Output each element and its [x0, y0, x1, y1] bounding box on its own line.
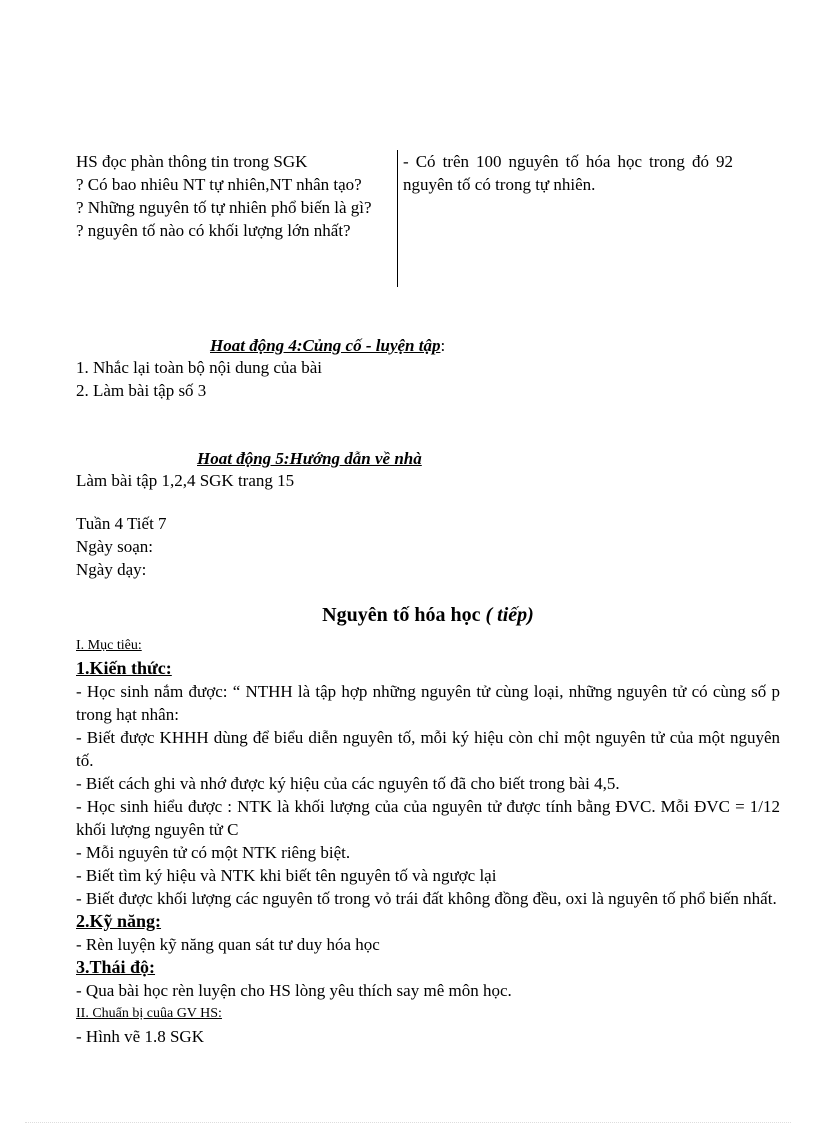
activity-4-title: Hoat động 4:Củng cố - luyện tập — [210, 336, 441, 355]
knowledge-item: - Biết được KHHH dùng để biểu diễn nguyên tố, mỗi ký hiệu còn chỉ một nguyên tử của một nguyên tố. — [76, 728, 780, 770]
week-period: Tuần 4 Tiết 7 — [76, 514, 167, 533]
knowledge-item: - Biết được khối lượng các nguyên tố trong vỏ trái đất không đồng đều, oxi là nguyên tố phổ biến nhất. — [76, 889, 777, 908]
table-right-line: - Có trên 100 nguyên tố hóa học trong đó 92 nguyên tố có trong tự nhiên. — [403, 152, 733, 194]
list-item: 1. Nhắc lại toàn bộ nội dung của bài — [76, 358, 322, 377]
activity-5-text: Làm bài tập 1,2,4 SGK trang 15 — [76, 471, 295, 490]
taught-date-label: Ngày dạy: — [76, 560, 147, 579]
skills-item: - Rèn luyện kỹ năng quan sát tư duy hóa học — [76, 935, 380, 954]
knowledge-item: - Học sinh nắm được: “ NTHH là tập hợp những nguyên tử cùng loại, những nguyên tử có cùng số p trong hạt nhân: — [76, 682, 780, 724]
table-left-column — [76, 150, 389, 242]
attitude-heading: 3.Thái độ: — [76, 957, 156, 977]
skills-heading: 2.Kỹ năng: — [76, 911, 162, 931]
activity-4-colon: : — [440, 336, 446, 355]
preparation-heading: II. Chuẩn bị cuûa GV HS: — [76, 1006, 222, 1021]
table-right-column — [403, 150, 733, 196]
table-left-line: ? nguyên tố nào có khối lượng lớn nhất? — [76, 221, 351, 240]
table-left-line: ? Có bao nhiêu NT tự nhiên,NT nhân tạo? — [76, 175, 362, 194]
knowledge-item: - Mỗi nguyên tử có một NTK riêng biệt. — [76, 843, 351, 862]
lesson-title-suffix: ( tiếp) — [485, 604, 534, 626]
lesson-title — [76, 604, 780, 627]
activity-4-list — [76, 356, 322, 402]
lesson-meta — [76, 512, 167, 581]
activity-4-heading — [210, 334, 445, 357]
table-left-line: ? Những nguyên tố tự nhiên phổ biến là gì? — [76, 198, 372, 217]
prepared-date-label: Ngày soạn: — [76, 537, 153, 556]
objectives-heading: I. Mục tiêu: — [76, 638, 142, 653]
list-item: 2. Làm bài tập số 3 — [76, 381, 207, 400]
knowledge-item: - Biết cách ghi và nhớ được ký hiệu của các nguyên tố đã cho biết trong bài 4,5. — [76, 774, 620, 793]
knowledge-heading: 1.Kiến thức: — [76, 658, 172, 678]
objectives-section — [76, 634, 780, 1048]
knowledge-item: - Biết tìm ký hiệu và NTK khi biết tên nguyên tố và ngược lại — [76, 866, 497, 885]
table-left-line: HS đọc phàn thông tin trong SGK — [76, 152, 308, 171]
activity-5-heading — [197, 447, 422, 470]
lesson-title-text: Nguyên tố hóa học — [322, 604, 481, 626]
activity-5-title: Hoat động 5:Hướng dẫn về nhà — [197, 449, 422, 468]
attitude-item: - Qua bài học rèn luyện cho HS lòng yêu thích say mê môn học. — [76, 981, 512, 1000]
preparation-item: - Hình vẽ 1.8 SGK — [76, 1027, 204, 1046]
knowledge-item: - Học sinh hiểu được : NTK là khối lượng của của nguyên tử được tính bằng ĐVC. Mỗi ĐVC = 1/12 khối lượng nguyên tử C — [76, 797, 780, 839]
table-divider — [397, 150, 398, 287]
